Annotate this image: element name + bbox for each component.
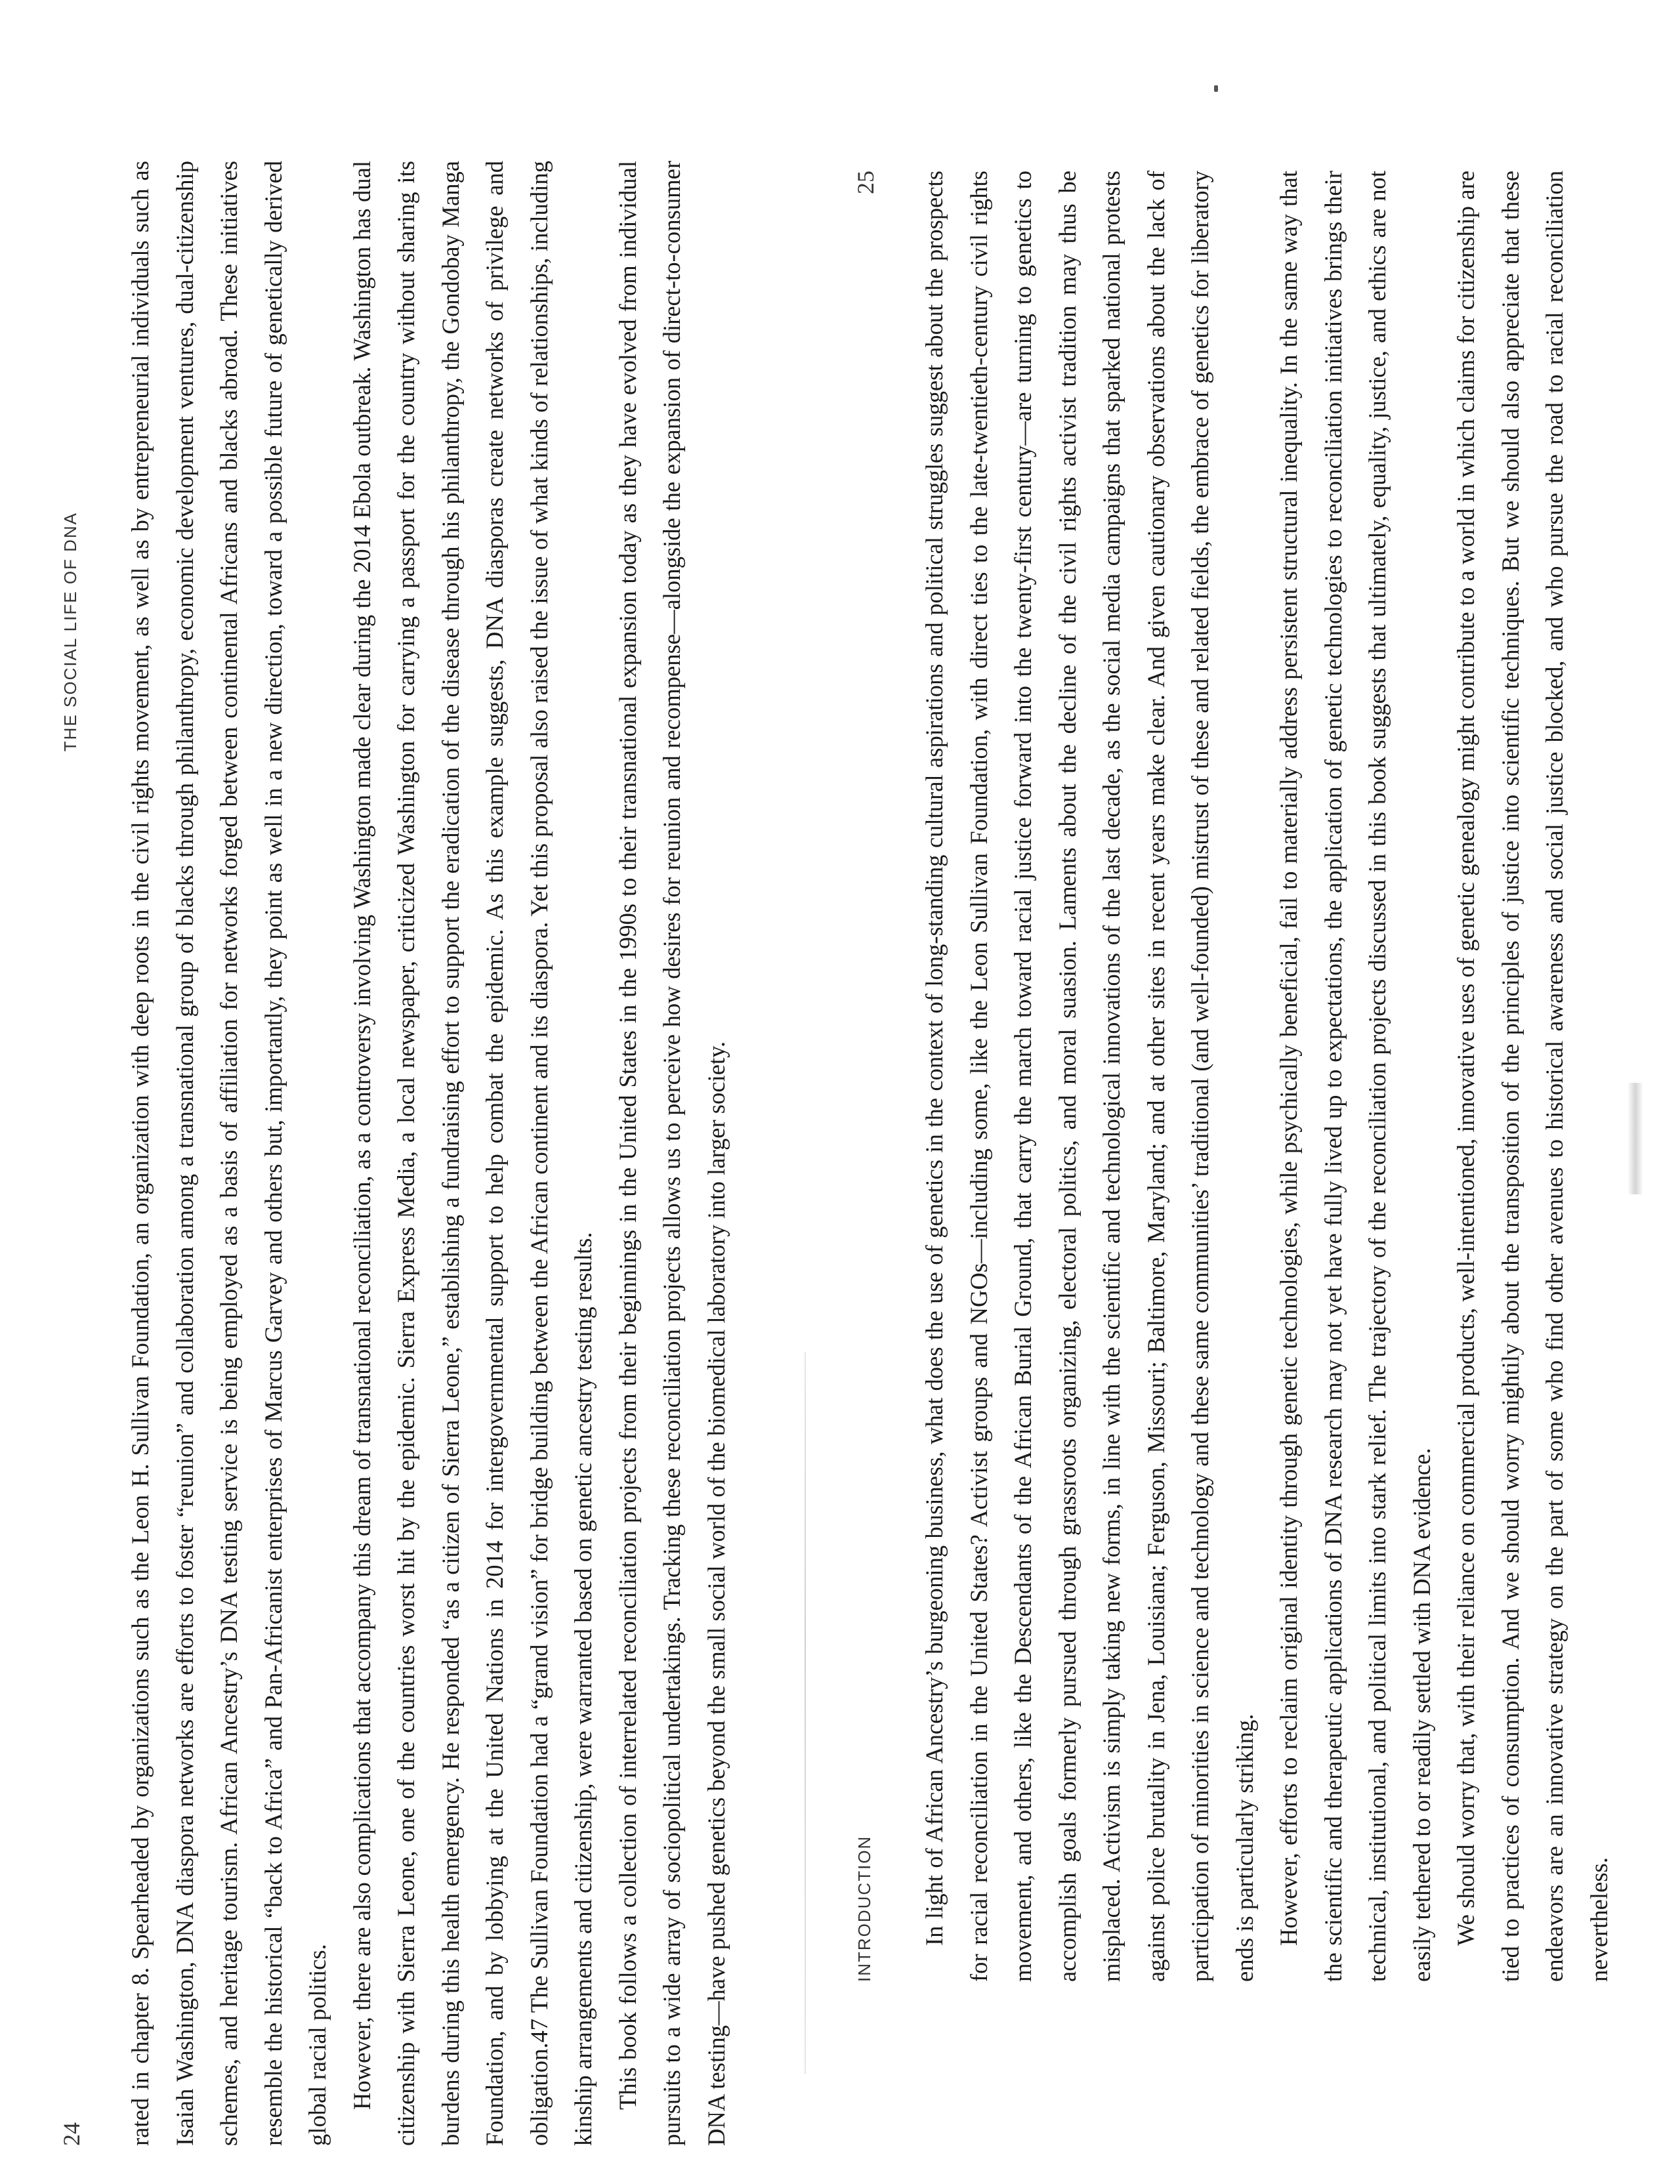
scan-speck [1214,85,1218,92]
paragraph: This book follows a collection of interrelated reconciliation projects from their beginnings in the United States in the 1990s to their transnational expansion today as they have evolved from individual pursuits to a wide array of sociopolitical undertakings. Tracking these reconciliation projects allows us to perceive how desires for reunion and recompense—alongside the expansion of direct-to-consumer DNA testing—have pushed genetics beyond the small social world of the biomedical laboratory into larger society. [614,161,730,2146]
running-head: INTRODUCTION [854,1835,874,1982]
left-page [52,144,761,2146]
running-head: THE SOCIAL LIFE OF DNA [60,512,80,752]
left-body-text [118,161,738,2146]
paragraph: rated in chapter 8. Spearheaded by organizations such as the Leon H. Sullivan Foundation, an organization with deep roots in the civil rights movement, as well as by entrepreneurial individuals such as Isaiah Washington, DNA diaspora networks are efforts to foster “reunion” and collaboration among a transnational group of blacks through philanthropy, economic development ventures, dual-citizenship schemes, and heritage tourism. African Ancestry’s DNA testing service is being employed as a basis of affiliation for networks forged between continental Africans and blacks abroad. These initiatives resemble the historical “back to Africa” and Pan-Africanist enterprises of Marcus Garvey and others but, importantly, they point as well in a new direction, toward a possible future of genetically derived global racial politics. [127,161,331,2146]
paragraph: We should worry that, with their reliance on commercial products, well-intentioned, innovative uses of genetic genealogy might contribute to a world in which claims for citizenship are tied to practices of consumption. And we should worry mightily about the transposition of the principles of justice into scientific techniques. But we should also appreciate that these endeavors are an innovative strategy on the part of some who find other avenues to historical awareness and social justice blocked, and who pursue the road to racial reconciliation nevertheless. [1452,171,1612,1982]
page-number: 25 [852,171,879,194]
paragraph: However, efforts to reclaim original identity through genetic technologies, while psychically beneficial, fail to materially address persistent structural inequality. In the same way that the scientific and therapeutic applications of DNA research may not yet have fully lived up to expectations, the application of genetic technologies to reconciliation initiatives brings their technical, institutional, and political limits into stark relief. The trajectory of the reconciliation projects discussed in this book suggests that ultimately, equality, justice, and ethics are not easily tethered to or readily settled with DNA evidence. [1275,171,1435,1982]
right-body-text [912,171,1621,1982]
page-gutter [805,1352,806,2074]
right-page [847,144,1612,2146]
paragraph: However, there are also complications that accompany this dream of transnational reconciliation, as a controversy involving Washington made clear during the 2014 Ebola outbreak. Washington has dual citizenship with Sierra Leone, one of the countries worst hit by the epidemic. Sierra Express Media, a local newspaper, criticized Washington for carrying a passport for the country without sharing its burdens during this health emergency. He responded “as a citizen of Sierra Leone,” establishing a fundraising effort to support the eradication of the disease through his philanthropy, the Gondobay Manga Foundation, and by lobbying at the United Nations in 2014 for intergovernmental support to help combat the epidemic. As this example suggests, DNA diasporas create networks of privilege and obligation.47 The Sullivan Foundation had a “grand vision” for bridge building between the African continent and its diaspora. Yet this proposal also raised the issue of what kinds of relationships, including kinship arrangements and citizenship, were warranted based on genetic ancestry testing results. [348,161,597,2146]
scan-smudge [1628,1083,1643,1194]
left-page-header [52,144,98,2146]
paragraph: In light of African Ancestry’s burgeoning business, what does the use of genetics in the context of long-standing cultural aspirations and political struggles suggest about the prospects for racial reconciliation in the United States? Activist groups and NGOs—including some, like the Leon Sullivan Foundation, with direct ties to the late-twentieth-century civil rights movement, and others, like the Descendants of the African Burial Ground, that carry the march toward racial justice forward into the twenty-first century—are turning to genetics to accomplish goals formerly pursued through grassroots organizing, electoral politics, and moral suasion. Laments about the decline of the civil rights activist tradition may thus be misplaced. Activism is simply taking new forms, in line with the scientific and technological innovations of the last decade, as the social media campaigns that sparked national protests against police brutality in Jena, Louisiana; Ferguson, Missouri; Baltimore, Maryland; and at other sites in recent years make clear. And given cautionary observations about the lack of participation of minorities in science and technology and these same communities’ traditional (and well-founded) mistrust of these and related fields, the embrace of genetics for liberatory ends is particularly striking. [921,171,1258,1982]
right-page-header [847,144,892,2146]
page-number: 24 [58,2122,85,2146]
